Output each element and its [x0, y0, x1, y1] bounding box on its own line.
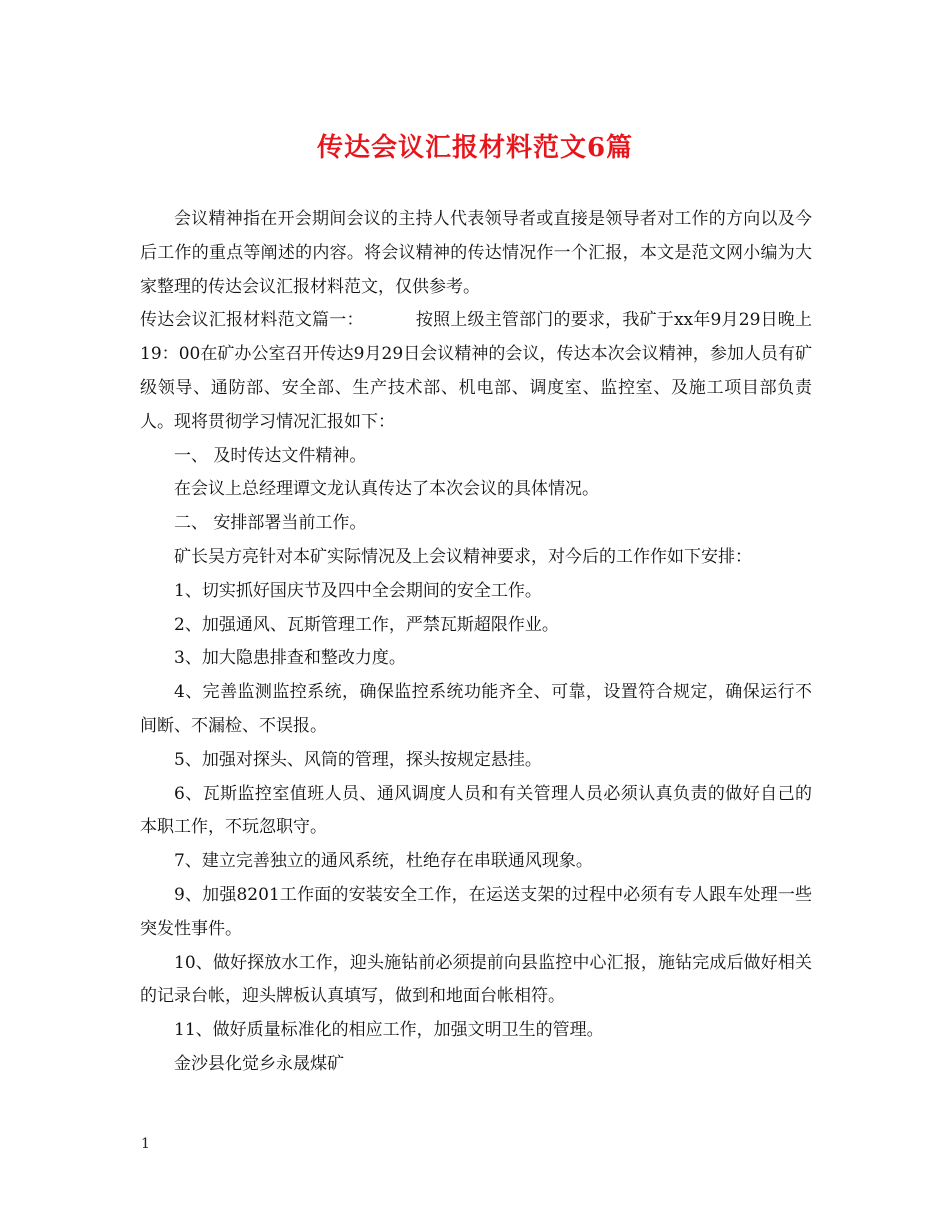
- task-item: 9、加强8201工作面的安装安全工作，在运送支架的过程中必须有专人跟车处理一些突发性事件。: [140, 884, 812, 939]
- task-item: 1、切实抓好国庆节及四中全会期间的安全工作。: [174, 580, 542, 601]
- item-two-heading: 二、 安排部署当前工作。: [174, 513, 367, 534]
- task-item: 5、加强对探头、风筒的管理，探头按规定悬挂。: [174, 749, 542, 770]
- item-one-body: 在会议上总经理谭文龙认真传达了本次会议的具体情况。: [174, 479, 599, 500]
- section-intro-paragraph: [140, 304, 812, 439]
- page-number: 1: [141, 1136, 150, 1152]
- task-item: 10、做好探放水工作，迎头施钻前必须提前向县监控中心汇报，施钻完成后做好相关的记录台帐，迎头牌板认真填写，做到和地面台帐相符。: [140, 952, 812, 1007]
- signature: 金沙县化觉乡永晟煤矿: [174, 1053, 344, 1074]
- item-one-heading: 一、 及时传达文件精神。: [174, 445, 367, 466]
- section-heading: 传达会议汇报材料范文篇一：: [140, 310, 364, 331]
- task-item: 6、瓦斯监控室值班人员、通风调度人员和有关管理人员必须认真负责的做好自己的本职工作，不玩忽职守。: [140, 783, 812, 838]
- section-intro-text: 按照上级主管部门的要求，我矿于xx年9月29日晚上19：00在矿办公室召开传达9月29日会议精神的会议，传达本次会议精神，参加人员有矿级领导、通防部、安全部、生产技术部、机电部、调度室、监控室、及施工项目部负责人。现将贯彻学习情况汇报如下：: [140, 310, 813, 432]
- task-item: 4、完善监测监控系统，确保监控系统功能齐全、可靠，设置符合规定，确保运行不间断、不漏检、不误报。: [140, 682, 812, 736]
- item-two-body: 矿长吴方亮针对本矿实际情况及上会议精神要求，对今后的工作作如下安排：: [174, 546, 752, 567]
- task-item: 3、加大隐患排查和整改力度。: [174, 648, 406, 669]
- intro-paragraph: 会议精神指在开会期间会议的主持人代表领导者或直接是领导者对工作的方向以及今后工作的重点等阐述的内容。将会议精神的传达情况作一个汇报，本文是范文网小编为大家整理的传达会议汇报材料范文，仅供参考。: [140, 209, 812, 297]
- task-item: 11、做好质量标准化的相应工作，加强文明卫生的管理。: [174, 1020, 604, 1041]
- document-title: 传达会议汇报材料范文6篇: [316, 133, 634, 163]
- task-item: 7、建立完善独立的通风系统，杜绝存在串联通风现象。: [174, 851, 593, 872]
- task-item: 2、加强通风、瓦斯管理工作，严禁瓦斯超限作业。: [174, 614, 559, 635]
- document-body: [140, 203, 812, 1082]
